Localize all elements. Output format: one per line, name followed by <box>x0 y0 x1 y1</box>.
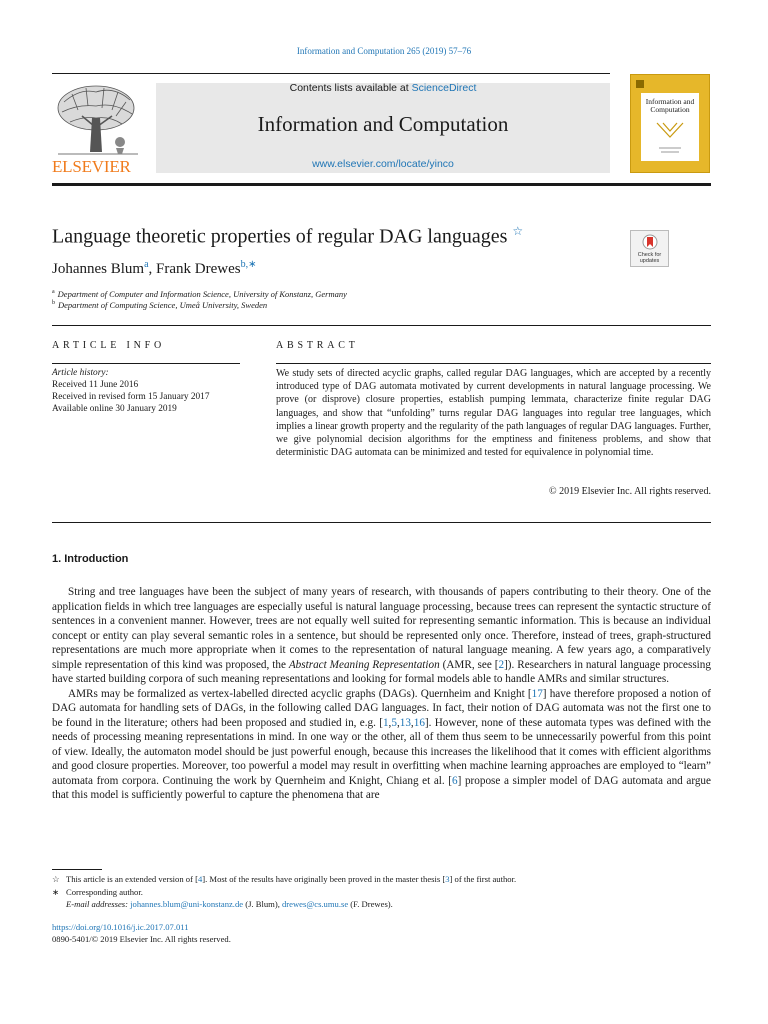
affiliation-text: Department of Computing Science, Umeå University, Sweden <box>58 300 268 310</box>
section-divider <box>52 325 711 326</box>
citation-link[interactable]: 13 <box>399 716 411 729</box>
check-for-updates-badge[interactable] <box>630 230 669 267</box>
citation-link[interactable]: 17 <box>531 687 543 700</box>
elsevier-wordmark: ELSEVIER <box>52 157 131 176</box>
article-history <box>52 367 209 415</box>
cover-editors-lines <box>655 145 685 157</box>
text-run: ]. Most of the results have originally been proved in the master thesis [ <box>202 874 446 884</box>
text-run: ]. However, none of these automata types was defined with the needs of processing meaning representations in mind. In one way or the other, all of them thus seem to be unnecessarily powerful from this point of view. Ideally, the automaton model should be just powerful enough, because this increases the likelihood that it comes with efficient algorithms and good closure properties. Moreover, too powerful a model may result in overfitting when machine learning approaches are employed to “learn” automata from corpora. Continuing the work by Quernheim and Knight, Chiang et al. [ <box>52 716 711 787</box>
citation-link[interactable]: 4 <box>197 874 203 884</box>
affiliation-mark: a <box>52 289 55 296</box>
issn-line: 0890-5401/© 2019 Elsevier Inc. All rights reserved. <box>52 934 231 944</box>
footnote-item <box>52 873 711 886</box>
footnote-rule <box>52 869 102 870</box>
affiliation-mark: b <box>52 300 55 307</box>
header-thick-rule <box>52 183 711 186</box>
author-affiliation-mark[interactable]: a <box>144 259 149 270</box>
badge-text <box>631 252 668 264</box>
abstract-copyright: © 2019 Elsevier Inc. All rights reserved. <box>548 486 711 497</box>
text-run: Corresponding author. <box>66 886 143 897</box>
article-info-rule <box>52 363 240 364</box>
badge-line-2: updates <box>639 258 660 264</box>
running-head[interactable]: Information and Computation 265 (2019) 57–76 <box>296 46 472 56</box>
author-list <box>52 259 257 278</box>
footnotes <box>52 873 711 911</box>
emphasis-text: Abstract Meaning Representation <box>288 658 440 671</box>
text-run: (AMR, see [ <box>439 658 499 671</box>
text-run: AMRs may be formalized as vertex-labelled directed acyclic graphs (DAGs). Quernheim and Knight [ <box>68 687 532 700</box>
author-separator: , <box>148 261 157 277</box>
title-footnote-mark[interactable]: ☆ <box>512 224 524 238</box>
history-label: Article history: <box>52 368 109 378</box>
footnote-mark: ☆ <box>52 874 60 884</box>
paragraph <box>52 585 711 687</box>
journal-title: Information and Computation <box>257 112 509 136</box>
introduction-body <box>52 585 711 803</box>
paper-title-text: Language theoretic properties of regular DAG languages <box>52 225 508 248</box>
cover-title: Information and Computation <box>645 97 695 114</box>
footnote-item <box>52 886 711 899</box>
history-revised: Received in revised form 15 January 2017 <box>52 392 210 402</box>
text-run: (J. Blum), <box>243 899 282 909</box>
citation-link[interactable]: 1 <box>382 716 389 729</box>
citation-link[interactable]: 16 <box>413 716 425 729</box>
history-online: Available online 30 January 2019 <box>52 404 177 414</box>
bookmark-icon <box>642 234 658 251</box>
contents-line <box>156 82 610 94</box>
history-received: Received 11 June 2016 <box>52 380 139 390</box>
article-info-heading: ARTICLE INFO <box>52 340 166 351</box>
masthead-top-rule <box>52 73 610 74</box>
footnote-item <box>52 898 711 911</box>
text-run: ]). Researchers in natural language processing have started building corpora of such meaning representations and looking for formal models able to handle AMRs and similar structures. <box>52 658 711 685</box>
text-run: , <box>396 716 400 729</box>
text-run: ] of the first author. <box>449 874 517 884</box>
affiliation-item <box>52 289 347 299</box>
citation-link[interactable]: 3 <box>445 874 450 884</box>
abstract-rule <box>276 363 711 364</box>
paragraph <box>52 687 711 803</box>
citation-link[interactable]: 6 <box>452 774 458 787</box>
doi-link[interactable]: https://doi.org/10.1016/j.ic.2017.07.011 <box>52 922 189 932</box>
abstract-text: We study sets of directed acyclic graphs, called regular DAG languages, which are accepted by a recently introduced type of DAG automata motivated by current developments in natural language processing. We prove (or disprove) closure properties, establish pumping lemmata, characterize finite regular DAG languages, and show that “unfolding” turns regular DAG languages into regular tree languages, which implies a linear growth property and the regularity of the path languages of regular DAG languages. Further, we give polynomial decision algorithms for the emptiness and finiteness problems, and show that deterministic DAG automata can be minimized and tested for equivalence in polynomial time. <box>276 368 711 459</box>
badge-line-1: Check for <box>637 252 662 258</box>
text-run: ] propose a simpler model of DAG automata and argue that this model is sufficiently powerful to capture the phenomena that are <box>52 774 711 801</box>
text-run: String and tree languages have been the subject of many years of research, with thousands of papers contributing to their theory. One of the application fields in which tree languages are especially useful is natural language processing, because trees can represent the syntactic structure of sentences in a convenient manner. However, trees are not equally well suited for representing semantic information. This is because an individual concept or entity can play several semantic roles in a sentence, but should be represented only once. Therefore, instead of trees, graph-structured representations are much more appropriate when it comes to the representation of natural language meaning. A few years ago, a comparatively simple representation of this kind was proposed, the <box>52 586 711 671</box>
text-run: (F. Drewes). <box>348 899 393 909</box>
citation-link[interactable]: 5 <box>391 716 397 729</box>
email-link[interactable]: johannes.blum@uni-konstanz.de <box>130 899 244 909</box>
citation-link[interactable]: 2 <box>498 658 505 671</box>
author-name: Frank Drewes <box>156 261 241 277</box>
cover-panel <box>641 93 699 161</box>
affiliation-text: Department of Computer and Information Science, University of Konstanz, Germany <box>57 289 347 299</box>
section-heading-introduction: 1. Introduction <box>52 553 129 565</box>
author-affiliation-mark[interactable]: b,∗ <box>240 259 257 270</box>
journal-url-link[interactable]: www.elsevier.com/locate/yinco <box>312 158 454 170</box>
cover-graph-icon <box>655 121 685 139</box>
abstract-heading: ABSTRACT <box>276 340 359 351</box>
affiliation-item <box>52 300 267 310</box>
text-run: , <box>388 716 392 729</box>
contents-prefix: Contents lists available at <box>289 82 412 94</box>
text-run: This article is an extended version of [ <box>66 874 198 884</box>
email-label: E-mail addresses: <box>66 899 131 909</box>
email-link[interactable]: drewes@cs.umu.se <box>282 899 349 909</box>
text-run: , <box>410 716 414 729</box>
footnote-mark: ∗ <box>52 886 60 897</box>
abstract-end-rule <box>52 522 711 523</box>
text-run: ] have therefore proposed a notion of DAG automata for handling sets of DAGs, in the following called DAG languages. In fact, their notion of DAG automata was not the first one to be found in the literature; others had been proposed and studied in, e.g. [ <box>52 687 711 729</box>
cover-logo-icon <box>635 79 645 89</box>
author-name: Johannes Blum <box>52 261 145 277</box>
paper-title <box>52 224 523 249</box>
sciencedirect-link[interactable]: ScienceDirect <box>411 82 477 94</box>
journal-cover[interactable] <box>630 74 710 173</box>
